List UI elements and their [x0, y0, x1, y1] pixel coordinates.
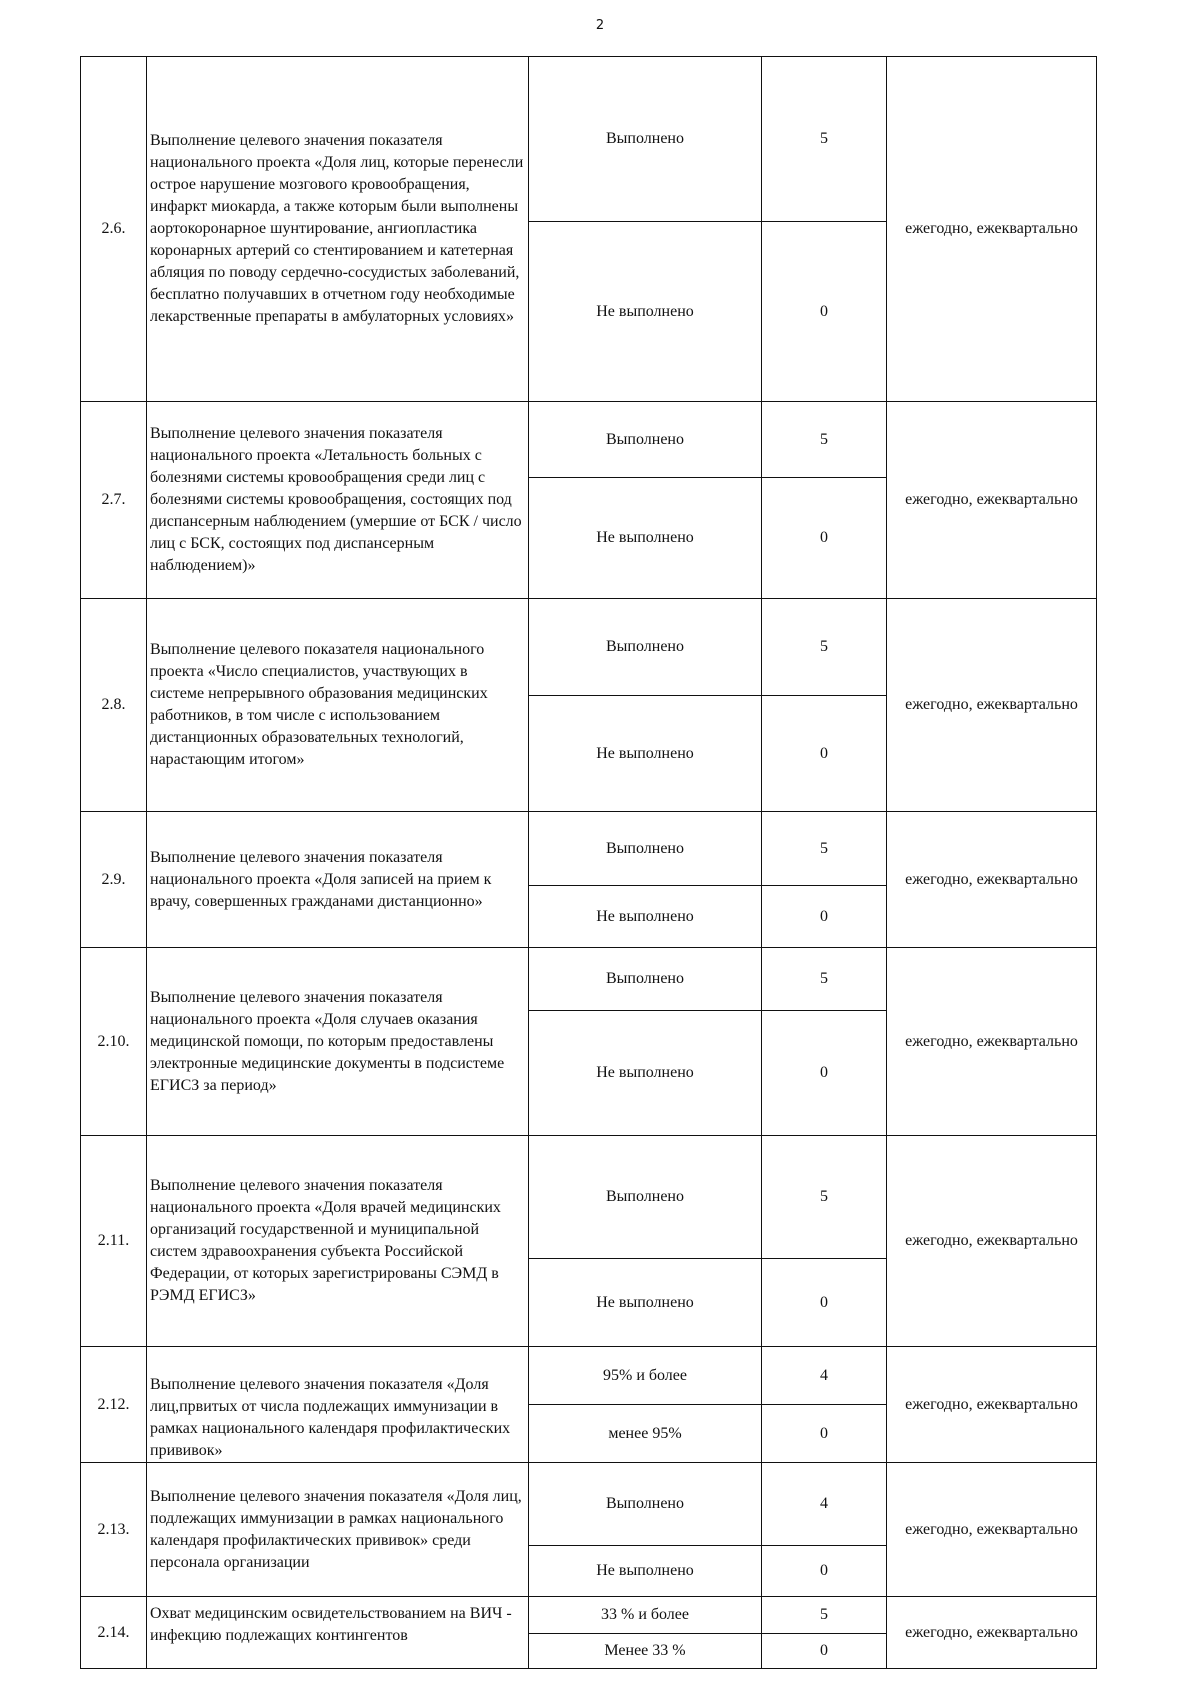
- row-number: 2.13.: [81, 1463, 147, 1597]
- criterion-score: 0: [762, 1259, 887, 1347]
- criterion-score: 5: [762, 812, 887, 886]
- criterion-label: Выполнено: [529, 599, 762, 696]
- indicator-description: Выполнение целевого значения показателя национального проекта «Доля случаев оказания медицинской помощи, по которым предоставлены электронные медицинские документы в подсистеме ЕГИСЗ за период»: [147, 948, 529, 1136]
- criterion-label: Не выполнено: [529, 1259, 762, 1347]
- table-row: [81, 402, 1097, 478]
- periodicity: ежегодно, ежеквартально: [887, 599, 1097, 812]
- periodicity: ежегодно, ежеквартально: [887, 1597, 1097, 1669]
- criterion-label: Выполнено: [529, 57, 762, 222]
- criterion-score: 5: [762, 1597, 887, 1634]
- criterion-label: Не выполнено: [529, 1546, 762, 1597]
- row-number: 2.7.: [81, 402, 147, 599]
- criterion-score: 0: [762, 478, 887, 599]
- criterion-label: 95% и более: [529, 1347, 762, 1405]
- indicator-description: Выполнение целевого значения показателя «Доля лиц, подлежащих иммунизации в рамках национального календаря профилактических прививок» среди персонала организации: [147, 1463, 529, 1597]
- criterion-score: 0: [762, 1634, 887, 1669]
- row-number: 2.11.: [81, 1136, 147, 1347]
- criterion-score: 5: [762, 402, 887, 478]
- criterion-label: 33 % и более: [529, 1597, 762, 1634]
- criterion-label: Выполнено: [529, 402, 762, 478]
- row-number: 2.10.: [81, 948, 147, 1136]
- table-row: [81, 948, 1097, 1011]
- periodicity: ежегодно, ежеквартально: [887, 1347, 1097, 1463]
- indicator-description: Выполнение целевого показателя национального проекта «Число специалистов, участвующих в системе непрерывного образования медицинских работников, в том числе с использованием дистанционных образовательных технологий, нарастающим итогом»: [147, 599, 529, 812]
- table-row: [81, 1597, 1097, 1634]
- indicator-description: Выполнение целевого значения показателя национального проекта «Доля записей на прием к врачу, совершенных гражданами дистанционно»: [147, 812, 529, 948]
- criterion-score: 0: [762, 886, 887, 948]
- row-number: 2.9.: [81, 812, 147, 948]
- row-number: 2.14.: [81, 1597, 147, 1669]
- table-row: [81, 1463, 1097, 1546]
- periodicity: ежегодно, ежеквартально: [887, 1463, 1097, 1597]
- periodicity: ежегодно, ежеквартально: [887, 948, 1097, 1136]
- criterion-score: 0: [762, 1405, 887, 1463]
- indicators-table: [80, 56, 1097, 1669]
- criterion-score: 5: [762, 57, 887, 222]
- criterion-score: 0: [762, 696, 887, 812]
- periodicity: ежегодно, ежеквартально: [887, 402, 1097, 599]
- periodicity: ежегодно, ежеквартально: [887, 1136, 1097, 1347]
- criterion-label: Выполнено: [529, 1463, 762, 1546]
- criterion-label: Не выполнено: [529, 478, 762, 599]
- row-number: 2.8.: [81, 599, 147, 812]
- criterion-score: 4: [762, 1463, 887, 1546]
- criterion-score: 5: [762, 948, 887, 1011]
- criterion-label: Не выполнено: [529, 1011, 762, 1136]
- indicator-description: Выполнение целевого значения показателя «Доля лиц,првитых от числа подлежащих иммунизации в рамках национального календаря профилактических прививок»: [147, 1347, 529, 1463]
- criterion-label: Выполнено: [529, 948, 762, 1011]
- table-row: [81, 1136, 1097, 1259]
- criterion-label: Менее 33 %: [529, 1634, 762, 1669]
- criterion-label: Не выполнено: [529, 696, 762, 812]
- indicator-description: Выполнение целевого значения показателя национального проекта «Доля врачей медицинских организаций государственной и муниципальной систем здравоохранения субъекта Российской Федерации, от которых зарегистрированы СЭМД в РЭМД ЕГИСЗ»: [147, 1136, 529, 1347]
- criterion-label: Выполнено: [529, 1136, 762, 1259]
- periodicity: ежегодно, ежеквартально: [887, 57, 1097, 402]
- criterion-label: Выполнено: [529, 812, 762, 886]
- criterion-score: 0: [762, 1546, 887, 1597]
- indicator-description: Охват медицинским освидетельствованием на ВИЧ - инфекцию подлежащих контингентов: [147, 1597, 529, 1669]
- criterion-score: 0: [762, 1011, 887, 1136]
- criterion-label: Не выполнено: [529, 886, 762, 948]
- indicator-description: Выполнение целевого значения показателя национального проекта «Летальность больных с болезнями системы кровообращения среди лиц с болезнями системы кровообращения, состоящих под диспансерным наблюдением (умершие от БСК / число лиц с БСК, состоящих под диспансерным наблюдением)»: [147, 402, 529, 599]
- criterion-score: 0: [762, 222, 887, 402]
- table-row: [81, 1347, 1097, 1405]
- periodicity: ежегодно, ежеквартально: [887, 812, 1097, 948]
- table-row: [81, 812, 1097, 886]
- criterion-label: Не выполнено: [529, 222, 762, 402]
- criterion-score: 5: [762, 599, 887, 696]
- page-number: 2: [595, 18, 605, 33]
- table-row: [81, 599, 1097, 696]
- row-number: 2.12.: [81, 1347, 147, 1463]
- criterion-score: 5: [762, 1136, 887, 1259]
- table-row: [81, 57, 1097, 222]
- criterion-label: менее 95%: [529, 1405, 762, 1463]
- criterion-score: 4: [762, 1347, 887, 1405]
- row-number: 2.6.: [81, 57, 147, 402]
- indicator-description: Выполнение целевого значения показателя национального проекта «Доля лиц, которые перенесли острое нарушение мозгового кровообращения, инфаркт миокарда, а также которым были выполнены аортокоронарное шунтирование, ангиопластика коронарных артерий со стентированием и катетерная абляция по поводу сердечно-сосудистых заболеваний, бесплатно получавших в отчетном году необходимые лекарственные препараты в амбулаторных условиях»: [147, 57, 529, 402]
